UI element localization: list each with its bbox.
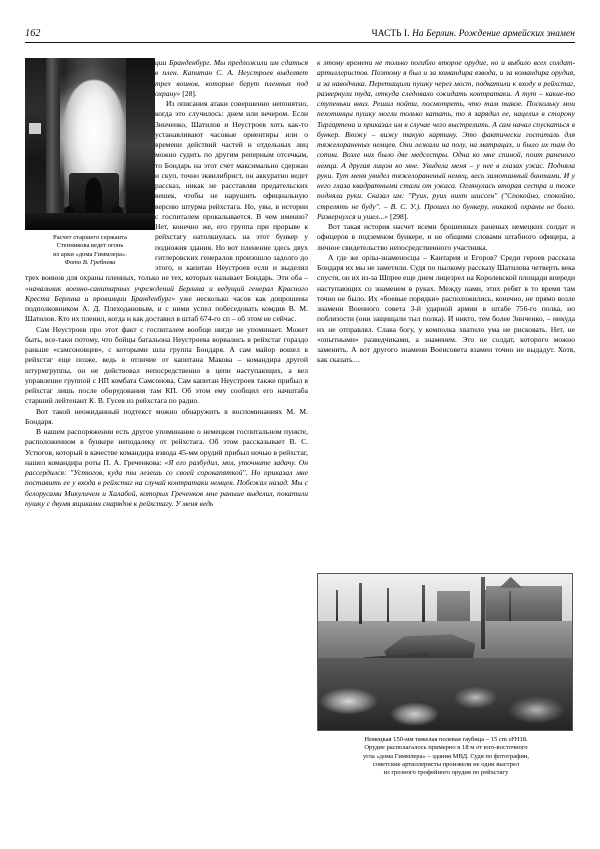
photo-building-background: [437, 591, 470, 621]
caption2-line-2: Орудие располагалось примерно в 18 м от юго-восточного: [364, 744, 528, 752]
running-head-title: [372, 29, 575, 39]
figure-right-caption: [317, 736, 575, 777]
photo-wall-right: [126, 58, 155, 230]
photo-archway-artillery: [25, 58, 155, 230]
running-head-section: На Берлин. Рождение армейских знамен: [409, 29, 575, 39]
paragraph-subtext-bondar: Вот такой неожиданный подтекст можно обнаружить в воспоминаниях М. М. Бондаря.: [25, 406, 308, 426]
paragraph-ustyugov: [25, 427, 308, 509]
caption-photo-credit: Фото В. Гребнева: [64, 259, 116, 267]
paragraph-ustyugov-quote: «Я его разбудил, мол, уточните задачу. Он рассердился: "Устюгов, куда ты лезешь со своей сорокапяткой". Но приказал мне поставить ее у входа в рейхстаг на случай контратаки немцев. Побежал назад. Мы с белорусами Микуличем и Халабой, которых Греченков мне раньше выделил, покатили пушку с двумя ящиками снарядов к рейхстагу. У меня ведь: [25, 457, 308, 508]
photo-tree: [422, 585, 425, 622]
quote-brandenburg-ref: [28].: [180, 88, 197, 98]
paragraph-ustyugov-continued: [317, 58, 575, 222]
figure-left-caption: [25, 234, 155, 268]
paragraph-ustyugov-text: В нашем распоряжении есть другое упоминание о немецком госпитальном пункте, расположенном в бункере неподалеку от рейхстага. Об этом рассказывает В. С. Устюгов, который в качестве командира взвода 45-мм орудий прибыл ночью в рейхстаг, нашел командира роты П. А. Греченкова:: [25, 427, 308, 467]
caption-line-3: из арки «дома Гиммлера».: [53, 250, 127, 258]
photo-reichstag-building: [486, 586, 562, 620]
photo-ruined-square: [318, 574, 572, 730]
photo-wall-left: [25, 58, 47, 230]
photo-tree: [359, 583, 362, 624]
caption-line-2: Стенникова ведет огонь: [56, 242, 124, 250]
photo-tree: [509, 591, 511, 621]
caption2-line-4: советские артиллеристы произвели не один выстрел: [372, 760, 520, 768]
left-text-column: [25, 58, 308, 828]
caption2-line-5: из грозного трофейного орудия по рейхстагу: [383, 769, 509, 777]
photo-tree: [336, 590, 339, 621]
running-head-part: ЧАСТЬ I.: [371, 29, 410, 39]
photo-frame: [317, 573, 573, 731]
ustyugov-quote-continued: к этому времени не только погибло второе орудие, но и выбило всех солдат-артиллеристов. Поэтому я был и за командира взвода, и за командира орудия, и за наводчика. Перетащили пушку через мост, подкатили к входу в рейхстаг, развернули туда, откуда следовало ожидать контратаки. А тут – какие-то ступеньки вниз. Решил пойти, посмотреть, что там такое. Поскольку мои пехотинцы пушку могли только катать, то я зарядил ее, нацелил в сторону Тиргартена и приказал им в случае чего выстрелить. А сам начал спускаться в бункер. Вхожу – вижу такую картину. Это фактически госпиталь для тяжелораненых немцев. Они лежали на полу, на матрацах, и было их там до сотни. Возле них было две медсестры. Одна ко мне спиной, поит раненого немца. А другая лицом ко мне. Увидела меня – у нее в глазах ужас. Подняла руки. Тут меня увидел тяжелораненый немец, весь замотанный бинтами. И у него глаза квадратными стали от ужаса. Оглянулась вторая сестра и тоже подняла руки. Сказал им: "Рyих, рyих нихт шиссен" ("Спокойно, спокойно, стрелять не буду". – В. С. У.). Прошел по бункеру, никакой охраны не было. Развернулся и ушел...»: [317, 58, 575, 221]
caption-line-1: Расчет старшего сержанта: [53, 234, 127, 241]
figure-archway-artillery: [25, 58, 155, 268]
photo-wall-plaque: [29, 123, 41, 133]
paragraph-neustroev: Сам Неустроев про этот факт с госпиталем вообще нигде не упоминает. Может быть, все-таки потому, что бойцы батальона Неустроева ворвались в рейхстаг гораздо раньше «самсоновцев», с которыми шла группа Бондаря. А сам майор вошел в рейхстаг еще позже, ведь в отличие от капитана Макова – командира другой штурмгруппы, он не действовал непосредственно в цепи наступающих, а вел управление группой с НП комбата Самсонова. Сам капитан Неустроев также прибыл в рейхстаг лишь после оборудования там КП. Об этом ему сообщил его начштаба старший лейтенант К. В. Гусев из рейхстага по радио.: [25, 324, 308, 406]
paragraph-attack-tail: уже несколько часов как допрошены подполковником А. Д. Плеходановым, и с ними успел побеседовать комдив В. М. Шатилов. Кто их пленил, когда и как доставил в штаб 674-го сп – об этом не сейчас.: [25, 293, 308, 324]
running-head: [25, 28, 575, 43]
photo-tree: [387, 588, 390, 622]
photo-tree-foreground: [481, 577, 485, 649]
paragraph-attack-quote: «начальник военно-санитарных учреждений Берлина и ведущий генерал Красного Креста Берлина и провинции Бранденбург»: [25, 283, 308, 303]
quote-brandenburg-italic: ции Бранденбург. Мы предложили им сдаться в плен. Капитан С. А. Неустроев выделяет трех воинов, которые берут пленных под охрану»: [155, 58, 308, 98]
photo-gun-crew: [85, 178, 102, 216]
caption2-line-1: Немецкая 150-мм тяжелая полевая гаубица – 15 cm sFH18.: [364, 736, 528, 743]
figure-howitzer-reichstag: [317, 573, 575, 777]
page-number: 162: [25, 28, 41, 39]
caption2-line-3: угла «дома Гиммлера» – здания МВД. Судя по фотографии,: [362, 752, 530, 760]
photo-pillar: [46, 58, 60, 230]
paragraph-bunker-wounded: Вот такая история насчет всеми брошенных раненых немецких солдат и офицеров в подземном бункере, и не общими словами штабного офицера, а личное свидетельство непосредственного участника.: [317, 222, 575, 252]
photo-rubble: [318, 658, 572, 730]
photo-floor: [25, 213, 155, 230]
paragraph-attack-text: Из описания атаки совершенно непонятно, когда это случилось: днем или вечером. Если Зинченко, Шатилов и Неустроев хоть как-то устанавливают часовые ориентиры или о времени действий частей и отдельных лиц можно судить по другим реперным отсечкам, то Бондарь на этот счет максимально сдержан и скуп, точно эквилибрист, он аккуратно ведет рассказ, никак не расставляя предательских вешек, чтобы не нарушить официальную версию штурма рейхстага. Но, увы, в истории с госпиталем прокалывается. В чем именно? Нет, конечно же, его группа при прорыве к рейхстагу натолкнулась на этот бункер у подножия здания. Но вот пленение здесь двух гитлеровских генералов произошло задолго до этого, и капитан Неустроев если и выделял трех воинов для охраны пленных, только не тех, которых называет Бондарь. Эти оба –: [25, 99, 308, 283]
ustyugov-quote-ref: [298].: [388, 211, 409, 221]
right-text-column: [317, 58, 575, 366]
paragraph-kantaria-egorov: А где же орлы-знаменосцы – Кантария и Егоров? Среди героев рассказа Бондаря их мы не заметили. Судя по пылкому рассказу Шатилова четверть века спустя, он их из-за Шпрее еще днем лицезрел на Королевской площади впереди наступающих со знаменем в руках. Между нами, этих ребят в то время там точно не было. Их «боевые порядки» расположились, конечно, не прямо возле знамени Военного совета 3-й ударной армии в штабе 756-го полка, но поблизости (они защищали тыл полка). И никто, тем более Зинченко, – никуда их не отправлял. Слава богу, у комполка хватило ума не рисковать. Нет, не «опытными» разведчиками, а знаменем. Это не солдат, которого можно заменить. А вот другого знамени Военсовета взамен точно не выдадут. Хотя, как сказать…: [317, 252, 575, 365]
